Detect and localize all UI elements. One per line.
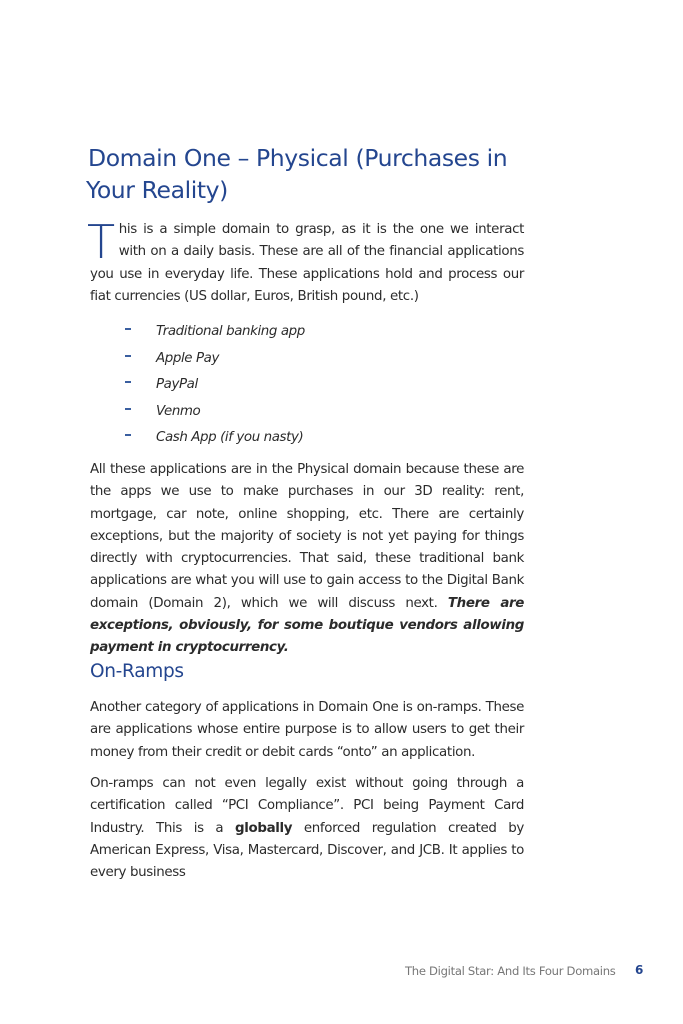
drop-cap: T	[87, 215, 115, 269]
list-item	[125, 425, 305, 452]
bold-text: globally	[235, 820, 293, 836]
list-item	[125, 372, 305, 399]
dash-bullet-icon	[125, 328, 131, 330]
emphasis-text: There are exceptions, obviously, for some boutique vendors allowing payment in cryptocurrency.	[90, 595, 525, 656]
chapter-heading-line-1: Domain One – Physical (Purchases in	[88, 144, 508, 172]
footer-book-title: The Digital Star: And Its Four Domains	[405, 964, 616, 978]
pci-paragraph	[90, 773, 524, 884]
physical-domain-paragraph	[90, 459, 524, 660]
chapter-heading-line-2: Your Reality)	[86, 176, 228, 204]
paragraph-text: On-ramps can not even legally exist without going through a certification called “PCI Compliance”. PCI being Payment Card Industry. This is a	[90, 776, 524, 836]
app-list	[125, 319, 305, 452]
chapter-heading	[88, 142, 538, 206]
list-item-text: Apple Pay	[156, 350, 219, 366]
dash-bullet-icon	[125, 355, 131, 357]
list-item	[125, 399, 305, 426]
list-item-text: PayPal	[156, 377, 198, 393]
dash-bullet-icon	[125, 381, 131, 383]
section-heading-on-ramps: On-Ramps	[90, 661, 184, 682]
list-item	[125, 319, 305, 346]
dash-bullet-icon	[125, 408, 131, 410]
paragraph-text: enforced regulation created by American Express, Visa, Mastercard, Discover, and JCB. It applies to every business	[90, 820, 525, 881]
on-ramps-paragraph: Another category of applications in Domain One is on-ramps. These are applications whose entire purpose is to allow users to get their money from their credit or debit cards “onto” an application.	[90, 700, 524, 760]
paragraph-text: All these applications are in the Physical domain because these are the apps we use to make purchases in our 3D reality: rent, mortgage, car note, online shopping, etc. There are certainly exceptions, but the majority of society is not yet paying for things directly with cryptocurrencies. That said, these traditional bank applications are what you will use to gain access to the Digital Bank domain (Domain 2), which we will discuss next.	[90, 462, 524, 611]
list-item-text: Cash App (if you nasty)	[156, 430, 304, 446]
intro-paragraph	[87, 215, 524, 308]
list-item-text: Traditional banking app	[156, 324, 305, 339]
intro-text: his is a simple domain to grasp, as it is the one we interact with on a daily basis. These are all of the financial applications you use in everyday life. These applications hold and process our fiat currencies (US dollar, Euros, British pound, etc.)	[90, 222, 524, 304]
list-item-text: Venmo	[156, 403, 201, 419]
dash-bullet-icon	[125, 434, 131, 436]
footer-page-number: 6	[635, 963, 644, 977]
list-item	[125, 346, 305, 373]
